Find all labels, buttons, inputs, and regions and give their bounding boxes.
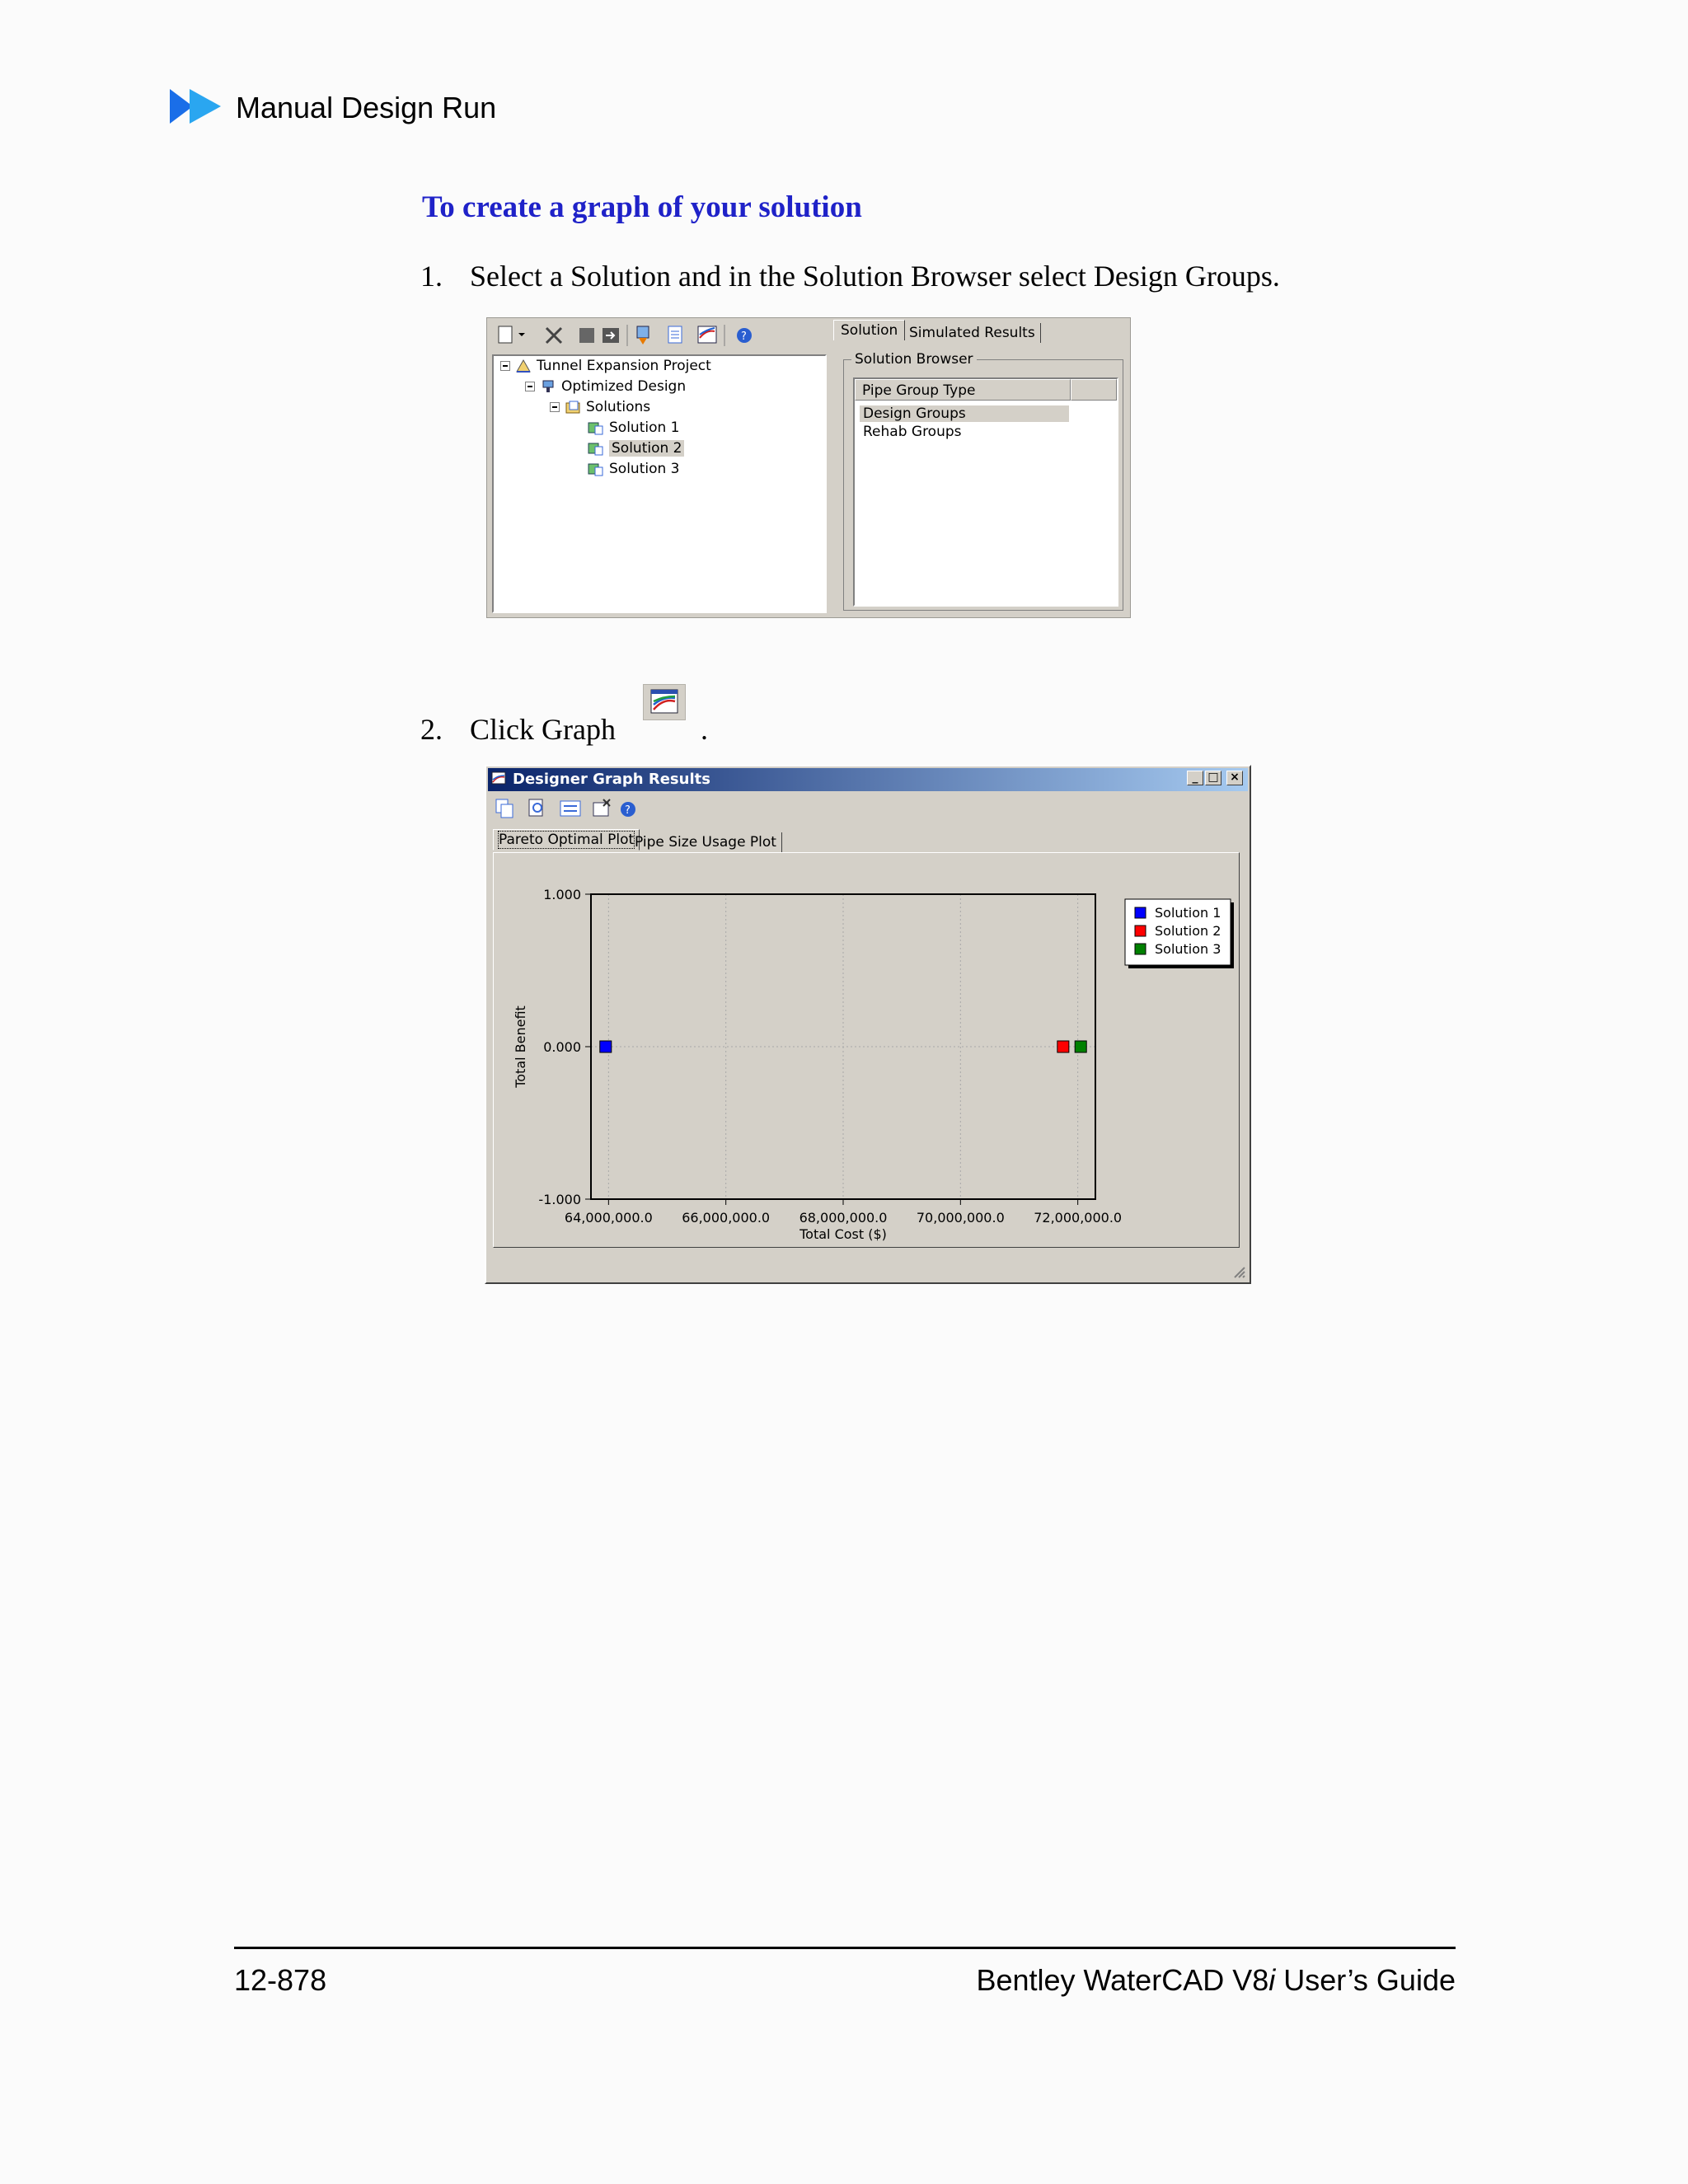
tab-solution[interactable]: Solution — [833, 320, 905, 340]
x-tick-label: 72,000,000.0 — [1034, 1210, 1123, 1226]
print-preview-icon[interactable] — [529, 799, 542, 816]
y-tick-label: 1.000 — [543, 887, 581, 902]
tree-item-solution-2[interactable] — [588, 440, 684, 457]
x-tick-label: 64,000,000.0 — [564, 1210, 653, 1226]
footer-rule — [234, 1947, 1456, 1949]
y-tick-label: 0.000 — [543, 1039, 581, 1055]
legend-swatch — [1135, 926, 1146, 936]
graph-icon — [644, 685, 685, 719]
tab-pipe-size-usage-plot[interactable]: Pipe Size Usage Plot — [630, 832, 782, 852]
y-tick-label: -1.000 — [538, 1192, 581, 1207]
tree-item-label: Solution 1 — [609, 419, 680, 436]
graph-results-window — [485, 765, 1251, 1284]
svg-text:?: ? — [741, 330, 747, 343]
guide-title: Bentley WaterCAD V8i User’s Guide — [976, 1963, 1456, 1997]
x-tick-label: 70,000,000.0 — [916, 1210, 1005, 1226]
folder-icon — [565, 400, 581, 415]
solution-icon — [588, 441, 604, 456]
step-text: Select a Solution and in the Solution Browser select Design Groups. — [470, 260, 1280, 293]
delete-icon — [546, 328, 561, 343]
solution-browser-list — [853, 377, 1118, 607]
list-item-rehab-groups[interactable]: Rehab Groups — [863, 424, 962, 440]
x-tick-label: 66,000,000.0 — [682, 1210, 771, 1226]
section-heading: To create a graph of your solution — [422, 190, 862, 224]
step-number: 1. — [420, 260, 443, 293]
legend-swatch — [1135, 907, 1146, 918]
graph-icon — [698, 326, 716, 343]
list-item-design-groups[interactable]: Design Groups — [860, 405, 1069, 422]
tree-item-label: Solution 3 — [609, 461, 680, 477]
data-point — [600, 1041, 612, 1052]
collapse-icon[interactable] — [550, 402, 560, 412]
tab-simulated-results[interactable]: Simulated Results — [904, 323, 1041, 343]
pareto-chart-area — [493, 852, 1240, 1248]
close-button[interactable]: × — [1226, 771, 1243, 785]
tree-item-design[interactable] — [525, 378, 686, 395]
chapter-title: Manual Design Run — [236, 91, 497, 124]
minimize-button[interactable]: _ — [1187, 771, 1203, 785]
legend-label: Solution 2 — [1155, 923, 1221, 939]
header-arrows-icon — [170, 89, 221, 124]
tab-pareto-optimal-plot[interactable] — [493, 829, 640, 851]
column-header[interactable]: Pipe Group Type — [855, 379, 1071, 401]
legend-label: Solution 3 — [1155, 941, 1221, 957]
solution-browser-screenshot — [486, 317, 1131, 618]
compute-icon — [637, 326, 649, 344]
column-header-empty — [1071, 379, 1117, 401]
svg-text:?: ? — [625, 804, 631, 817]
tree-item-project[interactable] — [500, 358, 711, 374]
data-point — [1075, 1041, 1086, 1052]
data-point — [1057, 1041, 1069, 1052]
tree-item-solutions[interactable] — [550, 399, 650, 415]
options-icon[interactable] — [560, 801, 580, 816]
solution-browser-label: Solution Browser — [851, 351, 977, 368]
design-icon — [540, 379, 556, 394]
step-number: 2. — [420, 713, 443, 746]
window-title: Designer Graph Results — [488, 768, 1248, 791]
step-text: Click Graph — [470, 713, 616, 746]
collapse-icon[interactable] — [525, 382, 535, 391]
help-icon[interactable] — [621, 802, 635, 817]
graph-button[interactable] — [643, 684, 686, 720]
graph-icon — [491, 771, 506, 785]
tree-item-label: Optimized Design — [561, 378, 687, 395]
legend-label: Solution 1 — [1155, 905, 1221, 921]
y-axis-label: Total Benefit — [513, 1005, 528, 1088]
tree-item-solution-1[interactable] — [588, 419, 679, 436]
chart-settings-icon[interactable] — [593, 799, 610, 816]
scenario-tree — [492, 354, 827, 613]
graph-toolbar — [493, 796, 658, 821]
tree-item-label: Tunnel Expansion Project — [537, 358, 711, 374]
pareto-chart — [494, 853, 1239, 1247]
resize-grip-icon[interactable] — [1231, 1264, 1246, 1279]
tab-label: Pareto Optimal Plot — [499, 832, 635, 848]
copy-icon[interactable] — [496, 799, 513, 818]
report-icon — [668, 326, 682, 343]
page-number: 12-878 — [234, 1963, 327, 1997]
collapse-icon[interactable] — [500, 361, 510, 371]
project-icon — [515, 359, 532, 373]
toolbar — [492, 321, 822, 349]
step-suffix: . — [701, 713, 708, 746]
tree-item-label: Solution 2 — [609, 440, 684, 457]
tree-item-label: Solutions — [586, 399, 651, 415]
solution-icon — [588, 462, 604, 476]
x-axis-label: Total Cost ($) — [799, 1226, 887, 1242]
legend-swatch — [1135, 944, 1146, 954]
stop-icon — [579, 328, 594, 343]
maximize-button[interactable]: □ — [1205, 771, 1221, 785]
solution-icon — [588, 420, 604, 435]
x-tick-label: 68,000,000.0 — [799, 1210, 888, 1226]
new-icon — [499, 326, 525, 343]
tree-item-solution-3[interactable] — [588, 461, 679, 477]
help-icon — [737, 328, 752, 343]
